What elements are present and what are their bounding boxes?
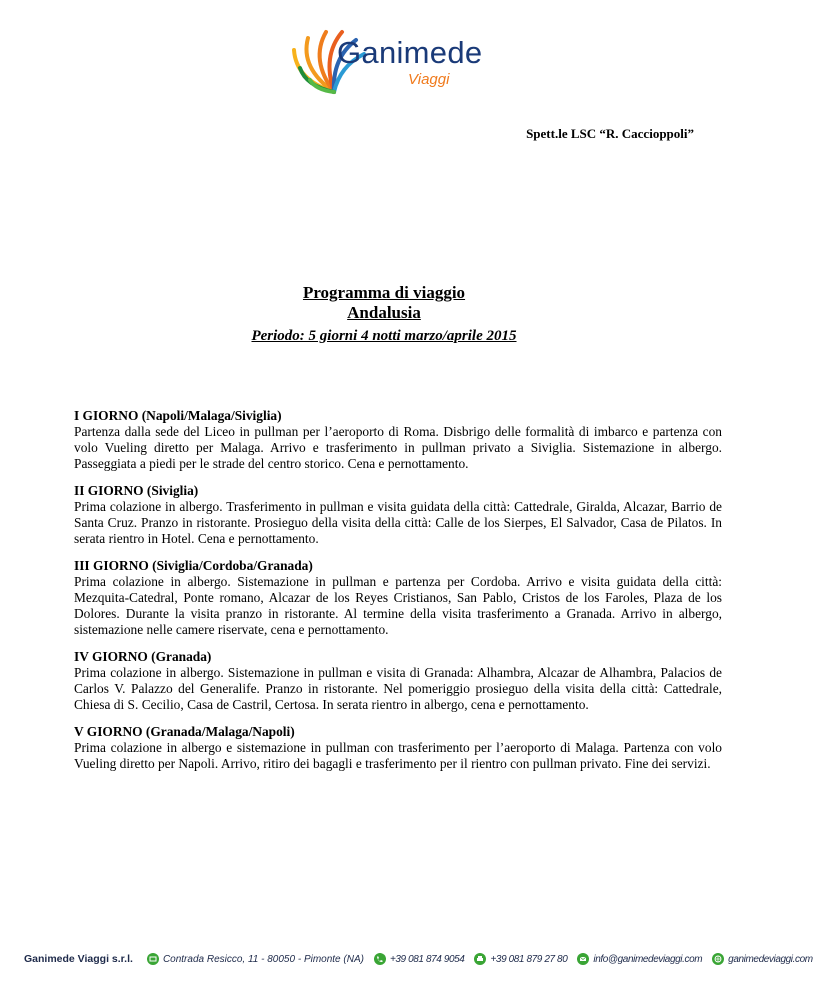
brand-name: Ganimede <box>337 35 483 70</box>
brand-subtitle: Viaggi <box>408 71 450 88</box>
web-icon <box>712 953 724 965</box>
footer-company: Ganimede Viaggi s.r.l. <box>24 953 133 965</box>
footer-email[interactable]: info@ganimedeviaggi.com <box>593 953 703 965</box>
phone-icon <box>374 953 386 965</box>
day-section <box>74 408 722 472</box>
day-section <box>74 724 722 772</box>
location-icon <box>147 953 159 965</box>
day-description: Partenza dalla sede del Liceo in pullman per l’aeroporto di Roma. Disbrigo delle formalità di imbarco e partenza con volo Vueling diretto per Malaga. Arrivo e trasferimento in pullman privato a Siviglia. Sistemazione in albergo. Passeggiata a piedi per le strade del centro storico. Cena e pernottamento. <box>74 424 722 471</box>
itinerary <box>74 408 722 783</box>
recipient: Spett.le LSC “R. Caccioppoli” <box>526 126 694 141</box>
day-description: Prima colazione in albergo e sistemazione in pullman con trasferimento per l’aeroporto di Malaga. Partenza con volo Vueling diretto per Napoli. Arrivo, ritiro dei bagagli e trasferimento per il rientro con pullman privato. Fine dei servizi. <box>74 740 722 771</box>
period-subtitle: Periodo: 5 giorni 4 notti marzo/aprile 2015 <box>251 328 517 344</box>
day-section <box>74 558 722 638</box>
day-section <box>74 483 722 547</box>
footer-phone: +39 081 874 9054 <box>389 953 465 965</box>
footer-fax: +39 081 879 27 80 <box>490 953 568 965</box>
footer-address: Contrada Resicco, 11 - 80050 - Pimonte (NA) <box>162 953 364 965</box>
fax-icon <box>474 953 486 965</box>
day-heading: V GIORNO (Granada/Malaga/Napoli) <box>74 724 295 739</box>
day-heading: I GIORNO (Napoli/Malaga/Siviglia) <box>74 408 282 423</box>
day-heading: II GIORNO (Siviglia) <box>74 483 199 498</box>
title-block <box>0 283 768 347</box>
day-description: Prima colazione in albergo. Sistemazione in pullman e visita di Granada: Alhambra, Alcazar de Alhambra, Palacios de Carlos V. Palazzo del Generalife. Pranzo in ristorante. Nel pomeriggio prosieguo della visita della città: Cattedrale, Chiesa di S. Cecilio, Casa de Castril, Certosa. In serata rientro in albergo, cena e pernottamento. <box>74 665 722 712</box>
destination-title: Andalusia <box>347 303 421 322</box>
day-heading: III GIORNO (Siviglia/Cordoba/Granada) <box>74 558 313 573</box>
day-section <box>74 649 722 713</box>
footer <box>24 951 813 967</box>
day-description: Prima colazione in albergo. Sistemazione in pullman e partenza per Cordoba. Arrivo e visita guidata della città: Mezquita-Catedral, Ponte romano, Alcazar de los Reyes Cristianos, San Pablo, Cristos de los Faroles, Plaza de los Dolores. Durante la visita pranzo in ristorante. Al termine della visita trasferimento a Granada. Arrivo in albergo, sistemazione nelle camere riservate, cena e pernottamento. <box>74 574 722 637</box>
day-heading: IV GIORNO (Granada) <box>74 649 212 664</box>
day-description: Prima colazione in albergo. Trasferimento in pullman e visita guidata della città: Cattedrale, Giralda, Alcazar, Barrio de Santa Cruz. Pranzo in ristorante. Prosieguo della visita della città: Calle de los Sierpes, El Salvador, Casa de Pilatos. In serata rientro in Hotel. Cena e pernottamento. <box>74 499 722 546</box>
email-icon <box>577 953 589 965</box>
document-title: Programma di viaggio <box>302 283 466 302</box>
footer-website[interactable]: ganimedeviaggi.com <box>728 953 813 965</box>
